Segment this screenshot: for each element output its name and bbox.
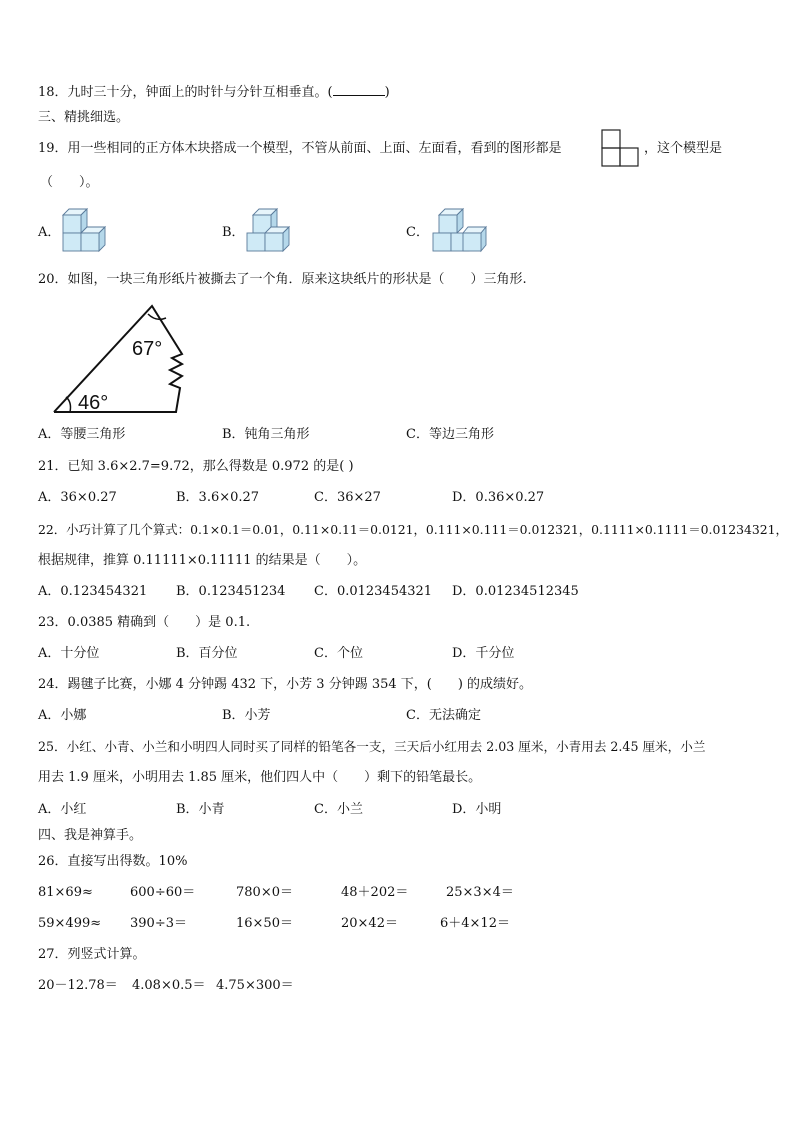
question-23: 23．0.0385 精确到（ ）是 0.1. — [38, 615, 251, 630]
question-22: 22．小巧计算了几个算式：0.1×0.1＝0.01，0.11×0.11＝0.0121，0.111×0.111＝0.012321，0.1111×0.1111＝0.01234321， — [38, 522, 788, 537]
option-b[interactable]: B．百分位 — [176, 646, 238, 661]
question-20: 20．如图，一块三角形纸片被撕去了一个角．原来这块纸片的形状是（ ）三角形. — [38, 272, 527, 287]
question-19-tail: ，这个模型是 — [644, 141, 723, 156]
question-19 — [38, 141, 562, 157]
option-c[interactable]: C．36×27 — [314, 490, 381, 505]
mental-math-item: 25×3×4＝ — [446, 885, 514, 900]
question-26: 26．直接写出得数。10% — [38, 854, 188, 869]
vertical-calc-item: 4.08×0.5＝ — [132, 978, 206, 993]
answer-blank[interactable] — [333, 84, 385, 96]
option-b[interactable]: B．3.6×0.27 — [176, 490, 260, 505]
option-d[interactable]: D．0.36×0.27 — [452, 490, 545, 505]
mental-math-item: 81×69≈ — [38, 885, 93, 900]
question-25-line2: 用去 1.9 厘米，小明用去 1.85 厘米，他们四人中（ ）剩下的铅笔最长。 — [38, 770, 482, 785]
cube-model-a-figure — [60, 206, 112, 258]
question-22-line2: 根据规律，推算 0.11111×0.11111 的结果是（ ）。 — [38, 553, 367, 568]
mental-math-item: 390÷3＝ — [130, 916, 187, 931]
option-d[interactable]: D．千分位 — [452, 646, 515, 661]
angle-67-label: 67° — [132, 338, 163, 360]
mental-math-item: 6＋4×12＝ — [440, 916, 510, 931]
option-b-label[interactable]: B． — [222, 225, 245, 240]
question-25: 25．小红、小青、小兰和小明四人同时买了同样的铅笔各一支，三天后小红用去 2.03 厘米，小青用去 2.45 厘米，小兰 — [38, 739, 706, 754]
option-d[interactable]: D．小明 — [452, 802, 502, 817]
angle-46-label: 46° — [78, 392, 109, 414]
mental-math-item: 59×499≈ — [38, 916, 102, 931]
three-view-shape-figure — [601, 129, 641, 169]
mental-math-item: 780×0＝ — [236, 885, 293, 900]
question-18-text: 18．九时三十分，钟面上的时针与分针互相垂直。( — [38, 85, 333, 100]
option-a[interactable]: A．十分位 — [38, 646, 100, 661]
option-c[interactable]: C．小兰 — [314, 802, 363, 817]
question-24: 24．踢毽子比赛，小娜 4 分钟踢 432 下，小芳 3 分钟踢 354 下，( ) 的成绩好。 — [38, 677, 533, 692]
option-b[interactable]: B．小青 — [176, 802, 225, 817]
question-19-line2: （ ）。 — [40, 175, 99, 190]
section-4-heading: 四、我是神算手。 — [38, 828, 143, 843]
option-a[interactable]: A．小红 — [38, 802, 87, 817]
mental-math-item: 16×50＝ — [236, 916, 293, 931]
option-a[interactable]: A．小娜 — [38, 708, 87, 723]
cube-model-c-figure — [430, 206, 488, 258]
option-b[interactable]: B．0.123451234 — [176, 584, 286, 599]
vertical-calc-item: 20－12.78＝ — [38, 978, 118, 993]
question-18 — [38, 84, 390, 101]
question-18-close: ) — [384, 85, 390, 100]
option-b[interactable]: B．小芳 — [222, 708, 271, 723]
option-b[interactable]: B．钝角三角形 — [222, 427, 310, 442]
option-a[interactable]: A．等腰三角形 — [38, 427, 126, 442]
mental-math-item: 600÷60＝ — [130, 885, 196, 900]
option-d[interactable]: D．0.01234512345 — [452, 584, 579, 599]
option-c[interactable]: C．0.0123454321 — [314, 584, 433, 599]
torn-triangle-figure — [48, 302, 198, 416]
vertical-calc-item: 4.75×300＝ — [216, 978, 294, 993]
option-a-label[interactable]: A． — [38, 225, 61, 240]
question-19-text: 19．用一些相同的正方体木块搭成一个模型，不管从前面、上面、左面看，看到的图形都是 — [38, 141, 562, 156]
mental-math-item: 48＋202＝ — [341, 885, 409, 900]
question-27: 27．列竖式计算。 — [38, 947, 146, 962]
option-c[interactable]: C．无法确定 — [406, 708, 481, 723]
mental-math-item: 20×42＝ — [341, 916, 398, 931]
cube-model-b-figure — [244, 206, 296, 258]
question-21: 21．已知 3.6×2.7=9.72，那么得数是 0.972 的是( ) — [38, 459, 354, 474]
option-a[interactable]: A．36×0.27 — [38, 490, 117, 505]
option-a[interactable]: A．0.123454321 — [38, 584, 148, 599]
option-c-label[interactable]: C． — [406, 225, 429, 240]
option-c[interactable]: C．个位 — [314, 646, 363, 661]
option-c[interactable]: C．等边三角形 — [406, 427, 494, 442]
section-3-heading: 三、精挑细选。 — [38, 110, 130, 125]
